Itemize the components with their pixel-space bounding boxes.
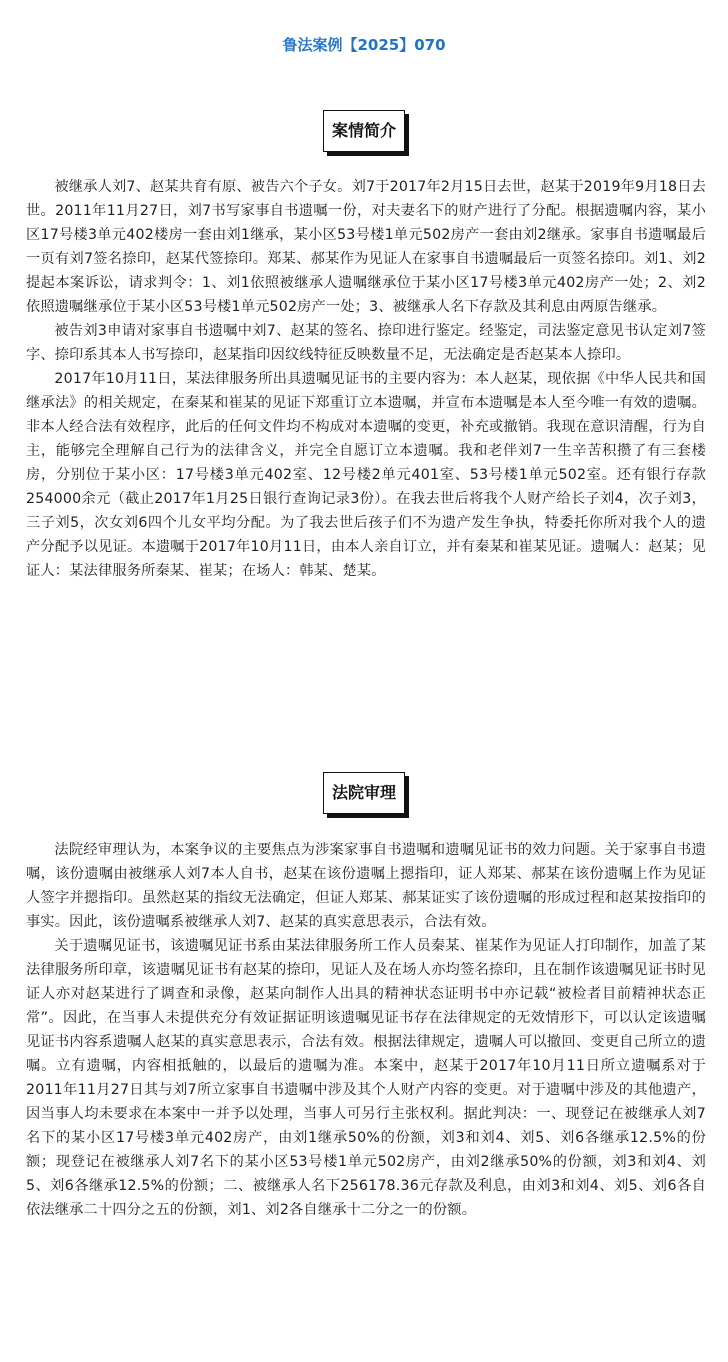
- section-title-court-trial: 法院审理: [323, 772, 405, 814]
- court-trial-paragraph-2: 关于遗嘱见证书，该遗嘱见证书系由某法律服务所工作人员秦某、崔某作为见证人打印制作，加盖了某法律服务所印章，该遗嘱见证书有赵某的捺印，见证人及在场人亦均签名捺印，且在制作该遗嘱见证书时见证人亦对赵某进行了调查和录像，赵某向制作人出具的精神状态证明书中亦记载“被检者目前精神状态正常”。因此，在当事人未提供充分有效证据证明该遗嘱见证书存在法律规定的无效情形下，可以认定该遗嘱见证书内容系遗嘱人赵某的真实意思表示，合法有效。根据法律规定，遗嘱人可以撤回、变更自己所立的遗嘱。立有遗嘱，内容相抵触的，以最后的遗嘱为准。本案中，赵某于2017年10月11日所立遗嘱系对于2011年11月27日其与刘7所立家事自书遗嘱中涉及其个人财产内容的变更。对于遗嘱中涉及的其他遗产，因当事人均未要求在本案中一并予以处理，当事人可另行主张权利。据此判决：一、现登记在被继承人刘7名下的某小区17号楼3单元402房产，由刘1继承50%的份额，刘3和刘4、刘5、刘6各继承12.5%的份额；现登记在被继承人刘7名下的某小区53号楼1单元502房产，由刘2继承50%的份额，刘3和刘4、刘5、刘6各继承12.5%的份额；二、被继承人名下256178.36元存款及利息，由刘3和刘4、刘5、刘6各自依法继承二十四分之五的份额，刘1、刘2各自继承十二分之一的份额。: [26, 938, 706, 1218]
- case-summary-paragraph-3: 2017年10月11日，某法律服务所出具遗嘱见证书的主要内容为：本人赵某，现依据《中华人民共和国继承法》的相关规定，在秦某和崔某的见证下郑重订立本遗嘱，并宣布本遗嘱是本人至今唯一有效的遗嘱。非本人经合法有效程序，此后的任何文件均不构成对本遗嘱的变更，补充或撤销。我现在意识清醒，行为自主，能够完全理解自己行为的法律含义，并完全自愿订立本遗嘱。我和老伴刘7一生辛苦积攒了有三套楼房，分别位于某小区：17号楼3单元402室、12号楼2单元401室、53号楼1单元502室。还有银行存款254000余元（截止2017年1月25日银行查询记录3份）。在我去世后将我个人财产给长子刘4，次子刘3，三子刘5，次女刘6四个儿女平均分配。为了我去世后孩子们不为遗产发生争执，特委托你所对我个人的遗产分配予以见证。本遗嘱于2017年10月11日，由本人亲自订立，并有秦某和崔某见证。遗嘱人：赵某；见证人：某法律服务所秦某、崔某；在场人：韩某、楚某。: [26, 371, 706, 579]
- case-summary-paragraph-2: 被告刘3申请对家事自书遗嘱中刘7、赵某的签名、捺印进行鉴定。经鉴定，司法鉴定意见书认定刘7签字、捺印系其本人书写捺印，赵某指印因纹线特征反映数量不足，无法确定是否赵某本人捺印。: [26, 323, 706, 363]
- case-summary-body: [26, 175, 706, 583]
- case-summary-paragraph-1: 被继承人刘7、赵某共育有原、被告六个子女。刘7于2017年2月15日去世，赵某于2019年9月18日去世。2011年11月27日，刘7书写家事自书遗嘱一份，对夫妻名下的财产进行了分配。根据遗嘱内容，某小区17号楼3单元402楼房一套由刘1继承，某小区53号楼1单元502房产一套由刘2继承。家事自书遗嘱最后一页有刘7签名捺印，赵某代签捺印。郑某、郝某作为见证人在家事自书遗嘱最后一页签名捺印。刘1、刘2提起本案诉讼，请求判令：1、刘1依照被继承人遗嘱继承位于某小区17号楼3单元402房产一处；2、刘2依照遗嘱继承位于某小区53号楼1单元502房产一处；3、被继承人名下存款及其利息由两原告继承。: [26, 179, 706, 315]
- court-trial-paragraph-1: 法院经审理认为，本案争议的主要焦点为涉案家事自书遗嘱和遗嘱见证书的效力问题。关于家事自书遗嘱，该份遗嘱由被继承人刘7本人自书，赵某在该份遗嘱上摁指印，证人郑某、郝某在该份遗嘱上作为见证人签字并摁指印。虽然赵某的指纹无法确定，但证人郑某、郝某证实了该份遗嘱的形成过程和赵某按指印的事实。因此，该份遗嘱系被继承人刘7、赵某的真实意思表示，合法有效。: [26, 842, 706, 930]
- case-number: 鲁法案例【2025】070: [282, 36, 446, 54]
- section-heading-case-summary: [0, 110, 728, 152]
- section-title-case-summary: 案情简介: [323, 110, 405, 152]
- section-heading-court-trial: [0, 772, 728, 814]
- court-trial-body: [26, 838, 706, 1222]
